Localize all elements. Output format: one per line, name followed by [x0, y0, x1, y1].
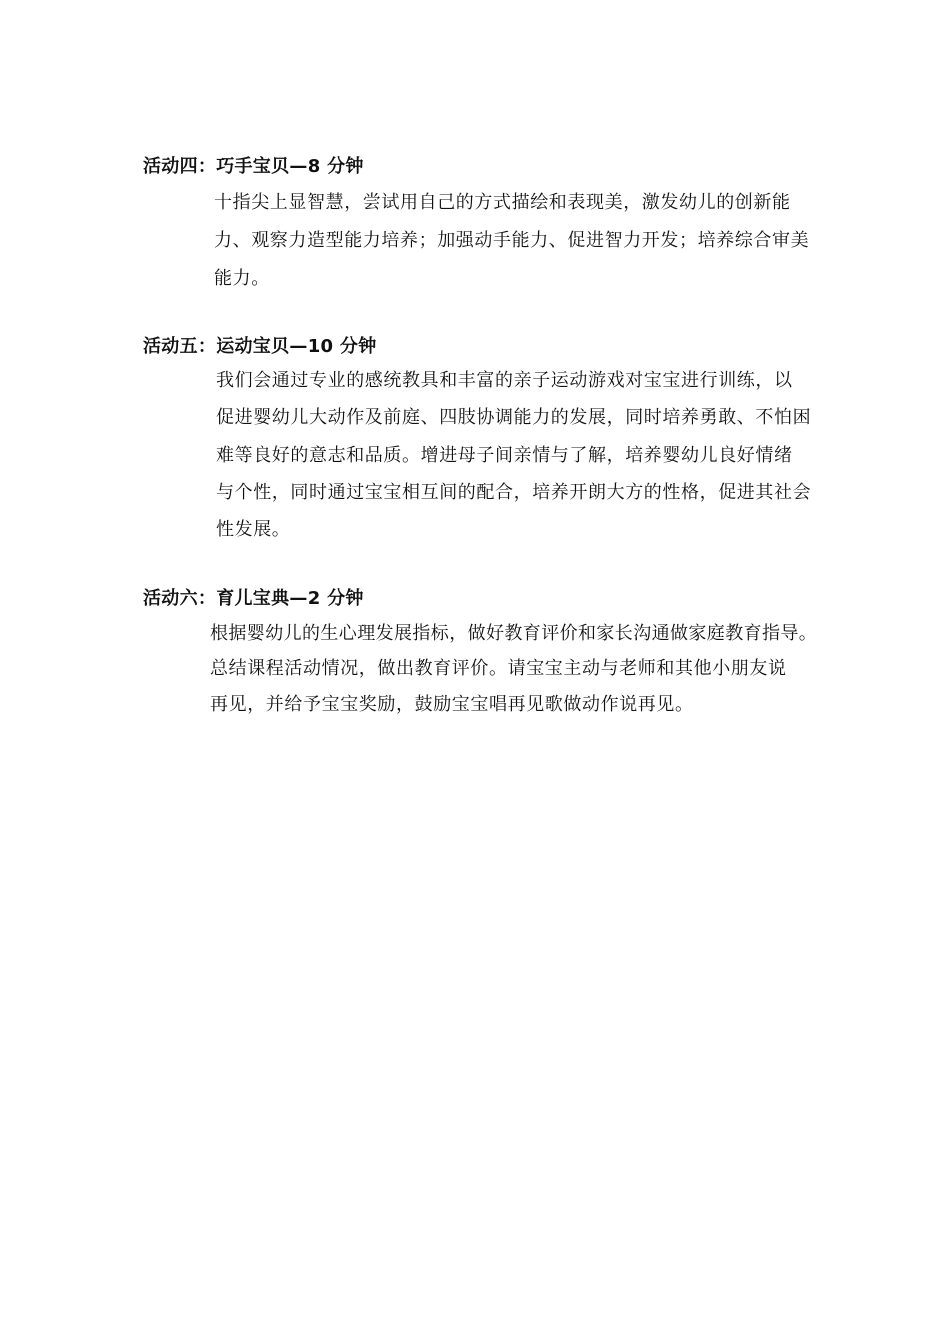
activity-five-line: 性发展。 — [216, 519, 291, 540]
activity-five-line: 我们会通过专业的感统教具和丰富的亲子运动游戏对宝宝进行训练，以 — [216, 370, 793, 391]
activity-four-heading: 活动四：巧手宝贝—8 分钟 — [143, 156, 364, 177]
activity-five-line: 促进婴幼儿大动作及前庭、四肢协调能力的发展，同时培养勇敢、不怕困 — [216, 407, 812, 428]
activity-five-line: 难等良好的意志和品质。增进母子间亲情与了解，培养婴幼儿良好情绪 — [216, 445, 793, 466]
activity-six-line: 总结课程活动情况，做出教育评价。请宝宝主动与老师和其他小朋友说 — [210, 658, 787, 679]
activity-four-line: 十指尖上显智慧，尝试用自己的方式描绘和表现美，激发幼儿的创新能 — [214, 192, 791, 213]
activity-six-line: 再见，并给予宝宝奖励，鼓励宝宝唱再见歌做动作说再见。 — [210, 694, 694, 715]
activity-four-line: 力、观察力造型能力培养；加强动手能力、促进智力开发；培养综合审美 — [214, 230, 810, 251]
activity-five-heading: 活动五：运动宝贝—10 分钟 — [143, 336, 377, 357]
activity-six-heading: 活动六：育儿宝典—2 分钟 — [143, 588, 364, 609]
activity-five-line: 与个性，同时通过宝宝相互间的配合，培养开朗大方的性格，促进其社会 — [216, 482, 812, 503]
activity-four-line: 能力。 — [214, 268, 270, 289]
activity-six-line: 根据婴幼儿的生心理发展指标，做好教育评价和家长沟通做家庭教育指导。 — [210, 623, 818, 644]
